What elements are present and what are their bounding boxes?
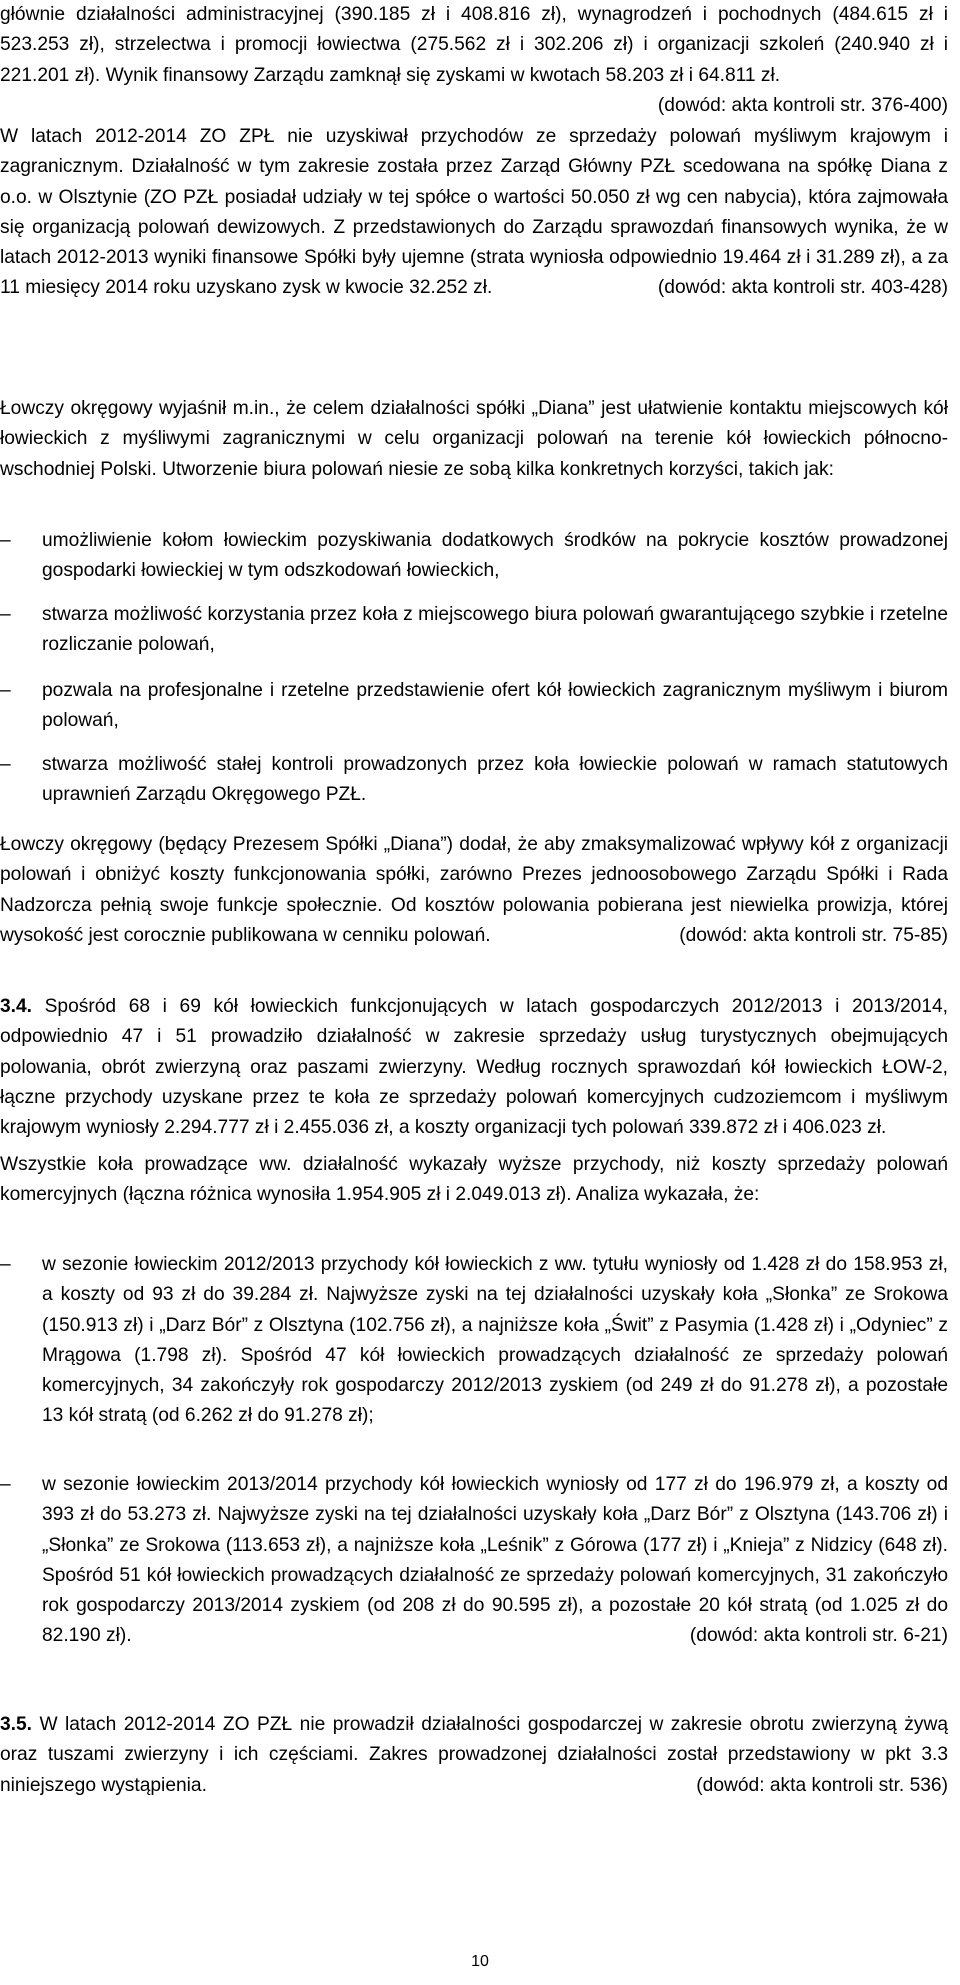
bullet-text: pozwala na profesjonalne i rzetelne przedstawienie ofert kół łowieckich zagranicznym myśliwym i biurom polowań, <box>42 680 948 732</box>
dash-bullet-icon: – <box>0 680 11 701</box>
bullet-item <box>0 600 948 661</box>
dash-bullet-icon: – <box>0 1254 11 1275</box>
bullet-item <box>0 750 948 811</box>
section-number: 3.5. <box>0 1714 33 1735</box>
evidence-reference: (dowód: akta kontroli str. 536) <box>696 1774 948 1796</box>
paragraph-chief-hunter-statement: Łowczy okręgowy (będący Prezesem Spółki „Diana”) dodał, że aby zmaksymalizować wpływy kół z organizacji polowań i obniżyć koszty funkcjonowania spółki, zarówno Prezes jednoosobowego Zarządu Spółki i Rada Nadzorcza pełnią swoje funkcje społecznie. Od kosztów polowania pobierana jest niewielka prowizja, której wysokość jest corocznie publikowana w cenniku polowań. (dowód: akta kontroli str. 75-85) <box>0 830 948 951</box>
evidence-reference: (dowód: akta kontroli str. 376-400) <box>657 94 948 116</box>
evidence-reference: (dowód: akta kontroli str. 6-21) <box>689 1625 948 1647</box>
paragraph-diana-company: W latach 2012-2014 ZO ZPŁ nie uzyskiwał przychodów ze sprzedaży polowań myśliwym krajowym i zagranicznym. Działalność w tym zakresie została przez Zarząd Główny PZŁ scedowana na spółkę Diana z o.o. w Olsztynie (ZO PZŁ posiadał udziały w tej spółce o wartości 50.050 zł wg cen nabycia), która zajmowała się organizacją polowań dewizowych. Z przedstawionych do Zarządu sprawozdań finansowych wynika, że w latach 2012-2013 wyniki finansowe Spółki były ujemne (strata wyniosła odpowiednio 19.464 zł i 31.289 zł), a za 11 miesięcy 2014 roku uzyskano zysk w kwocie 32.252 zł. (dowód: akta kontroli str. 403-428) <box>0 122 948 304</box>
paragraph-analysis-intro: Wszystkie koła prowadzące ww. działalność wykazały wyższe przychody, niż koszty sprzedaży polowań komercyjnych (łączna różnica wynosiła 1.954.905 zł i 2.049.013 zł). Analiza wykazała, że: <box>0 1154 948 1206</box>
bullet-text: stwarza możliwość korzystania przez koła z miejscowego biura polowań gwarantującego szybkie i rzetelne rozliczanie polowań, <box>42 604 948 656</box>
dash-bullet-icon: – <box>0 754 11 775</box>
section-number: 3.4. <box>0 996 33 1017</box>
bullet-item <box>0 526 948 587</box>
bullet-item <box>0 1250 948 1432</box>
paragraph-financial-summary: głównie działalności administracyjnej (390.185 zł i 408.816 zł), wynagrodzeń i pochodnych (484.615 zł i 523.253 zł), strzelectwa i promocji łowiectwa (275.562 zł i 302.206 zł) i organizacji szkoleń (240.940 zł i 221.201 zł). Wynik finansowy Zarządu zamknął się zyskami w kwotach 58.203 zł i 64.811 zł. (dowód: akta kontroli str. 376-400) <box>0 0 948 121</box>
dash-bullet-icon: – <box>0 1474 11 1495</box>
evidence-reference: (dowód: akta kontroli str. 75-85) <box>679 924 948 946</box>
bullet-text: stwarza możliwość stałej kontroli prowadzonych przez koła łowieckie polowań w ramach statutowych uprawnień Zarządu Okręgowego PZŁ. <box>42 754 948 806</box>
paragraph-hunting-office: Łowczy okręgowy wyjaśnił m.in., że celem działalności spółki „Diana” jest ułatwienie kontaktu miejscowych kół łowieckich z myśliwymi zagranicznymi w celu organizacji polowań na terenie kół łowieckich północno-wschodniej Polski. Utworzenie biura polowań niesie ze sobą kilka konkretnych korzyści, takich jak: <box>0 398 948 480</box>
evidence-reference: (dowód: akta kontroli str. 403-428) <box>657 277 948 299</box>
paragraph-section-3-4: 3.4. Spośród 68 i 69 kół łowieckich funkcjonujących w latach gospodarczych 2012/2013 i 2013/2014, odpowiednio 47 i 51 prowadziło działalność w zakresie sprzedaży usług turystycznych obejmujących polowania, obrót zwierzyną oraz paszami zwierzyny. Według rocznych sprawozdań kół łowieckich ŁOW-2, łączne przychody uzyskane przez te koła ze sprzedaży polowań komercyjnych cudzoziemcom i myśliwym krajowym wyniosły 2.294.777 zł i 2.455.036 zł, a koszty organizacji tych polowań 339.872 zł i 406.023 zł. <box>0 996 948 1139</box>
bullet-text: w sezonie łowieckim 2012/2013 przychody kół łowieckich z ww. tytułu wyniosły od 1.428 zł do 158.953 zł, a koszty od 93 zł do 39.284 zł. Najwyższe zyski na tej działalności uzyskały koła „Słonka” ze Srokowa (150.913 zł) i „Darz Bór” z Olsztyna (102.756 zł), a najniższe koła „Świt” z Pasymia (1.428 zł) i „Odyniec” z Mrągowa (1.798 zł). Spośród 47 kół łowieckich prowadzących działalność ze sprzedaży polowań komercyjnych, 34 zakończyły rok gospodarczy 2012/2013 zyskiem (od 249 zł do 91.278 zł), a pozostałe 13 kół stratą (od 6.262 zł do 91.278 zł); <box>42 1254 948 1427</box>
dash-bullet-icon: – <box>0 604 11 625</box>
bullet-item <box>0 676 948 737</box>
bullet-text: w sezonie łowieckim 2013/2014 przychody kół łowieckich wyniosły od 177 zł do 196.979 zł, a koszty od 393 zł do 53.273 zł. Najwyższe zyski na tej działalności uzyskały koła „Darz Bór” z Olsztyna (143.706 zł) i „Słonka” ze Srokowa (113.653 zł), a najniższe koła „Leśnik” z Górowa (177 zł) i „Knieja” z Nidzicy (648 zł). Spośród 51 kół łowieckich prowadzących działalność ze sprzedaży polowań komercyjnych, 31 zakończyło rok gospodarczy 2013/2014 zyskiem (od 208 zł do 90.595 zł), a pozostałe 20 kół stratą (od 1.025 zł do 82.190 zł). (dowód: akta kontroli str. 6-21) <box>42 1470 948 1652</box>
paragraph-section-3-5: 3.5. W latach 2012-2014 ZO PZŁ nie prowadził działalności gospodarczej w zakresie obrotu zwierzyną żywą oraz tuszami zwierzyny i ich częściami. Zakres prowadzonej działalności został przedstawiony w pkt 3.3 niniejszego wystąpienia. (dowód: akta kontroli str. 536) <box>0 1710 948 1801</box>
bullet-text: umożliwienie kołom łowieckim pozyskiwania dodatkowych środków na pokrycie kosztów prowadzonej gospodarki łowieckiej w tym odszkodowań łowieckich, <box>42 530 948 582</box>
bullet-item <box>0 1470 948 1652</box>
page-number: 10 <box>471 1953 489 1970</box>
dash-bullet-icon: – <box>0 530 11 551</box>
